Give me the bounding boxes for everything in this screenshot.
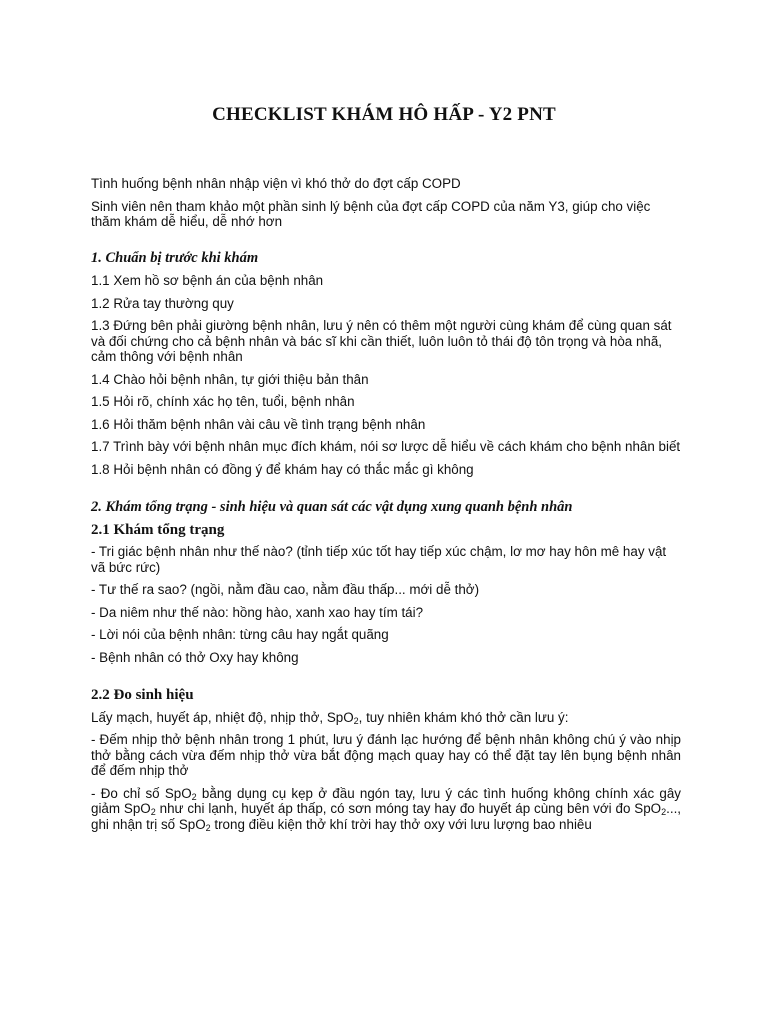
list-item: 1.1 Xem hồ sơ bệnh án của bệnh nhân	[91, 273, 324, 288]
list-item: 1.3 Đứng bên phải giường bệnh nhân, lưu ý nên có thêm một người cùng khám để cùng quan sát và đối chứng cho cả bệnh nhân và bác sĩ khi cần thiết, luôn luôn tỏ thái độ tôn trọng và hòa nhã, cảm thông với bệnh nhân	[91, 318, 672, 364]
spo2-text: trong điều kiện thở khí trời hay thở oxy với lưu lượng bao nhiêu	[210, 816, 592, 832]
list-item: 1.6 Hỏi thăm bệnh nhân vài câu về tình trạng bệnh nhân	[91, 416, 426, 432]
spo2-text: ..., ghi nhận trị số SpO	[91, 801, 682, 832]
list-item: 1.7 Trình bày với bệnh nhân mục đích khám, nói sơ lược dễ hiểu về cách khám cho bệnh nhân biết	[91, 439, 681, 454]
document-body	[91, 176, 681, 839]
vitals-lead-text: Lấy mạch, huyết áp, nhiệt độ, nhịp thở, SpO	[91, 709, 354, 725]
subscript: 2	[191, 791, 197, 802]
spo2-text: như chi lạnh, huyết áp thấp, có sơn móng tay hay đo huyết áp cùng bên với đo SpO	[155, 801, 662, 816]
list-item	[91, 786, 681, 833]
list-item: 1.4 Chào hỏi bệnh nhân, tự giới thiệu bản thân	[91, 371, 369, 387]
intro-line-2: Sinh viên nên tham khảo một phần sinh lý bệnh của đợt cấp COPD của năm Y3, giúp cho việc thăm khám dễ hiểu, dễ nhớ hơn	[91, 198, 651, 229]
list-item: - Tri giác bệnh nhân như thế nào? (tỉnh tiếp xúc tốt hay tiếp xúc chậm, lơ mơ hay hôn mê hay vật vã bức rức)	[91, 544, 667, 575]
list-item: 1.5 Hỏi rõ, chính xác họ tên, tuổi, bệnh nhân	[91, 394, 355, 409]
vitals-lead-text: , tuy nhiên khám khó thở cần lưu ý:	[358, 709, 569, 725]
subscript: 2	[661, 807, 667, 817]
list-item: - Lời nói của bệnh nhân: từng câu hay ngắt quãng	[91, 627, 389, 642]
subscript: 2	[150, 807, 156, 817]
list-item: 1.8 Hỏi bệnh nhân có đồng ý để khám hay có thắc mắc gì không	[91, 461, 474, 477]
spo2-text: bằng dụng cụ kẹp ở đầu ngón tay, lưu ý các tình huống không chính xác gây giảm SpO	[91, 785, 681, 816]
list-item: - Tư thế ra sao? (ngồi, nằm đầu cao, nằm đầu thấp... mới dễ thở)	[91, 582, 480, 597]
list-item: 1.2 Rửa tay thường quy	[91, 295, 234, 311]
list-item: - Da niêm như thế nào: hồng hào, xanh xao hay tím tái?	[91, 604, 424, 620]
subsection-2-2-heading: 2.2 Đo sinh hiệu	[91, 687, 194, 703]
document-title: CHECKLIST KHÁM HÔ HẤP - Y2 PNT	[212, 104, 556, 125]
subscript: 2	[353, 715, 359, 726]
section-1-heading: 1. Chuẩn bị trước khi khám	[91, 249, 259, 266]
intro-line-1: Tình huống bệnh nhân nhập viện vì khó thở do đợt cấp COPD	[91, 176, 461, 191]
list-item: - Bệnh nhân có thở Oxy hay không	[91, 649, 299, 665]
list-item: - Đếm nhịp thở bệnh nhân trong 1 phút, lưu ý đánh lạc hướng để bệnh nhân không chú ý vào nhịp thở bằng cách vừa đếm nhịp thở vừa bắt động mạch quay hay có thể đặt tay lên bụng bệnh nhân để đếm nhịp thở	[91, 732, 681, 778]
subscript: 2	[205, 822, 211, 833]
vitals-lead	[91, 710, 681, 726]
section-2-heading: 2. Khám tổng trạng - sinh hiệu và quan sát các vật dụng xung quanh bệnh nhân	[91, 499, 573, 515]
spo2-text: - Đo chỉ số SpO	[91, 785, 192, 801]
subsection-2-1-heading: 2.1 Khám tổng trạng	[91, 521, 225, 538]
